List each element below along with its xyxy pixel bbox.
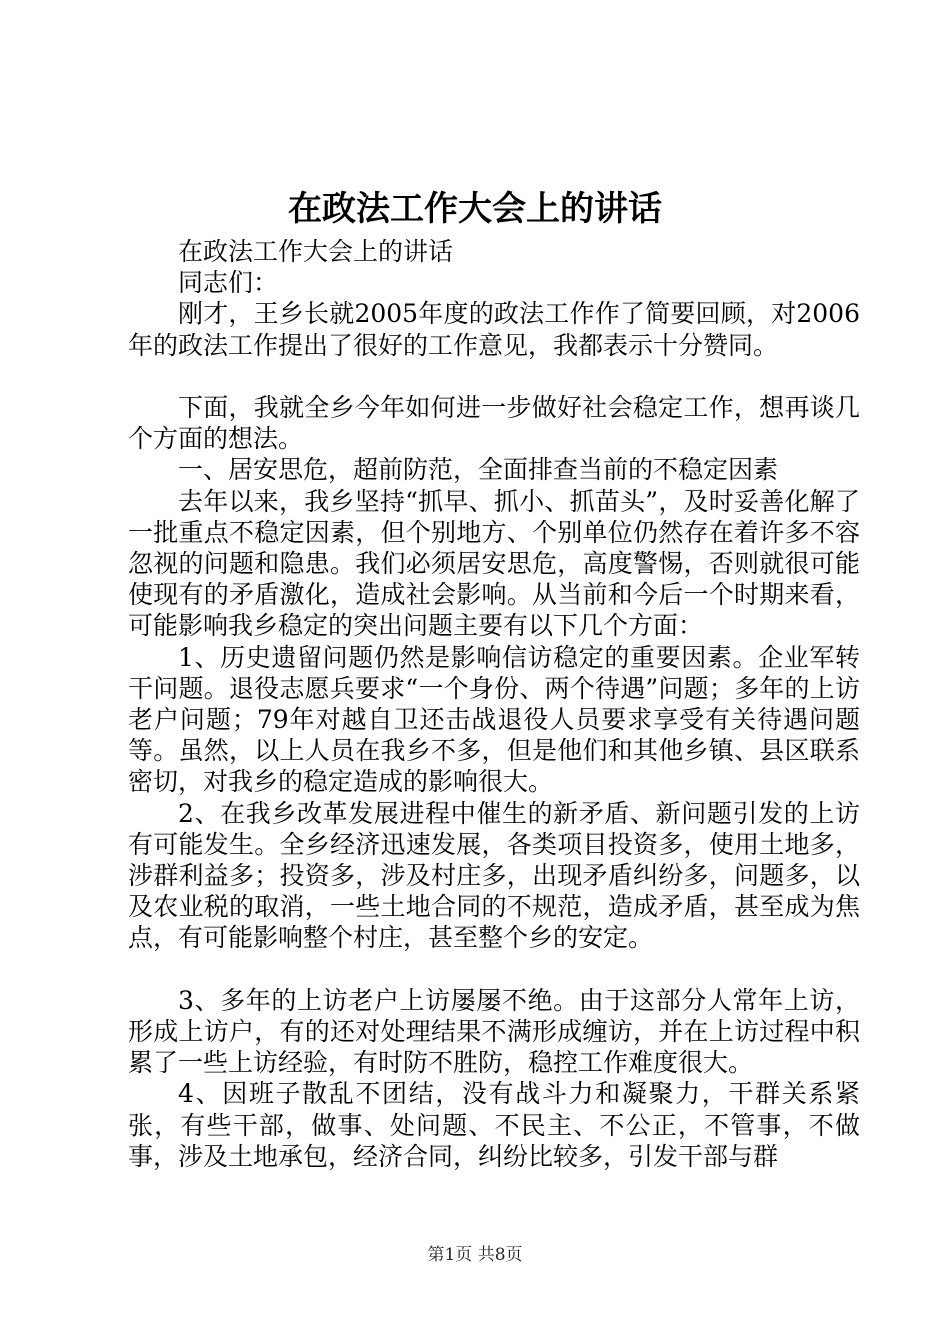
list-item: 3、多年的上访老户上访屡屡不绝。由于这部分人常年上访，形成上访户，有的还对处理结果不满形成缠访，并在上访过程中积累了一些上访经验，有时防不胜防，稳控工作难度很大。 bbox=[128, 985, 860, 1078]
section-heading: 一、居安思危，超前防范，全面排查当前的不稳定因素 bbox=[178, 455, 779, 485]
list-item: 1、历史遗留问题仍然是影响信访稳定的重要因素。企业军转干问题。退役志愿兵要求“一个身份、两个待遇”问题；多年的上访老户问题；79年对越自卫还击战退役人员要求享受有关待遇问题等。虽然，以上人员在我乡不多，但是他们和其他乡镇、县区联系密切，对我乡的稳定造成的影响很大。 bbox=[128, 642, 860, 797]
page-title: 在政法工作大会上的讲话 bbox=[288, 189, 662, 229]
page-number-footer: 第1页 共8页 bbox=[427, 1245, 523, 1265]
paragraph-subtitle: 在政法工作大会上的讲话 bbox=[178, 237, 454, 266]
list-item: 4、因班子散乱不团结，没有战斗力和凝聚力，干群关系紧张，有些干部，做事、处问题、不民主、不公正，不管事，不做事，涉及土地承包，经济合同，纠纷比较多，引发干部与群 bbox=[128, 1079, 860, 1171]
paragraph: 刚才，王乡长就2005年度的政法工作作了简要回顾，对2006年的政法工作提出了很好的工作意见，我都表示十分赞同。 bbox=[128, 299, 860, 360]
paragraph: 下面，我就全乡今年如何进一步做好社会稳定工作，想再谈几个方面的想法。 bbox=[128, 393, 860, 454]
paragraph: 去年以来，我乡坚持“抓早、抓小、抓苗头”，及时妥善化解了一批重点不稳定因素，但个别地方、个别单位仍然存在着许多不容忽视的问题和隐患。我们必须居安思危，高度警惕，否则就很可能使现有的矛盾激化，造成社会影响。从当前和今后一个时期来看，可能影响我乡稳定的突出问题主要有以下几个方面： bbox=[128, 486, 860, 641]
document-body bbox=[128, 236, 860, 1172]
list-item: 2、在我乡改革发展进程中催生的新矛盾、新问题引发的上访有可能发生。全乡经济迅速发展，各类项目投资多，使用土地多，涉群利益多；投资多，涉及村庄多，出现矛盾纠纷多，问题多，以及农业税的取消，一些土地合同的不规范，造成矛盾，甚至成为焦点，有可能影响整个村庄，甚至整个乡的安定。 bbox=[128, 798, 860, 953]
paragraph-salutation: 同志们： bbox=[178, 268, 279, 298]
